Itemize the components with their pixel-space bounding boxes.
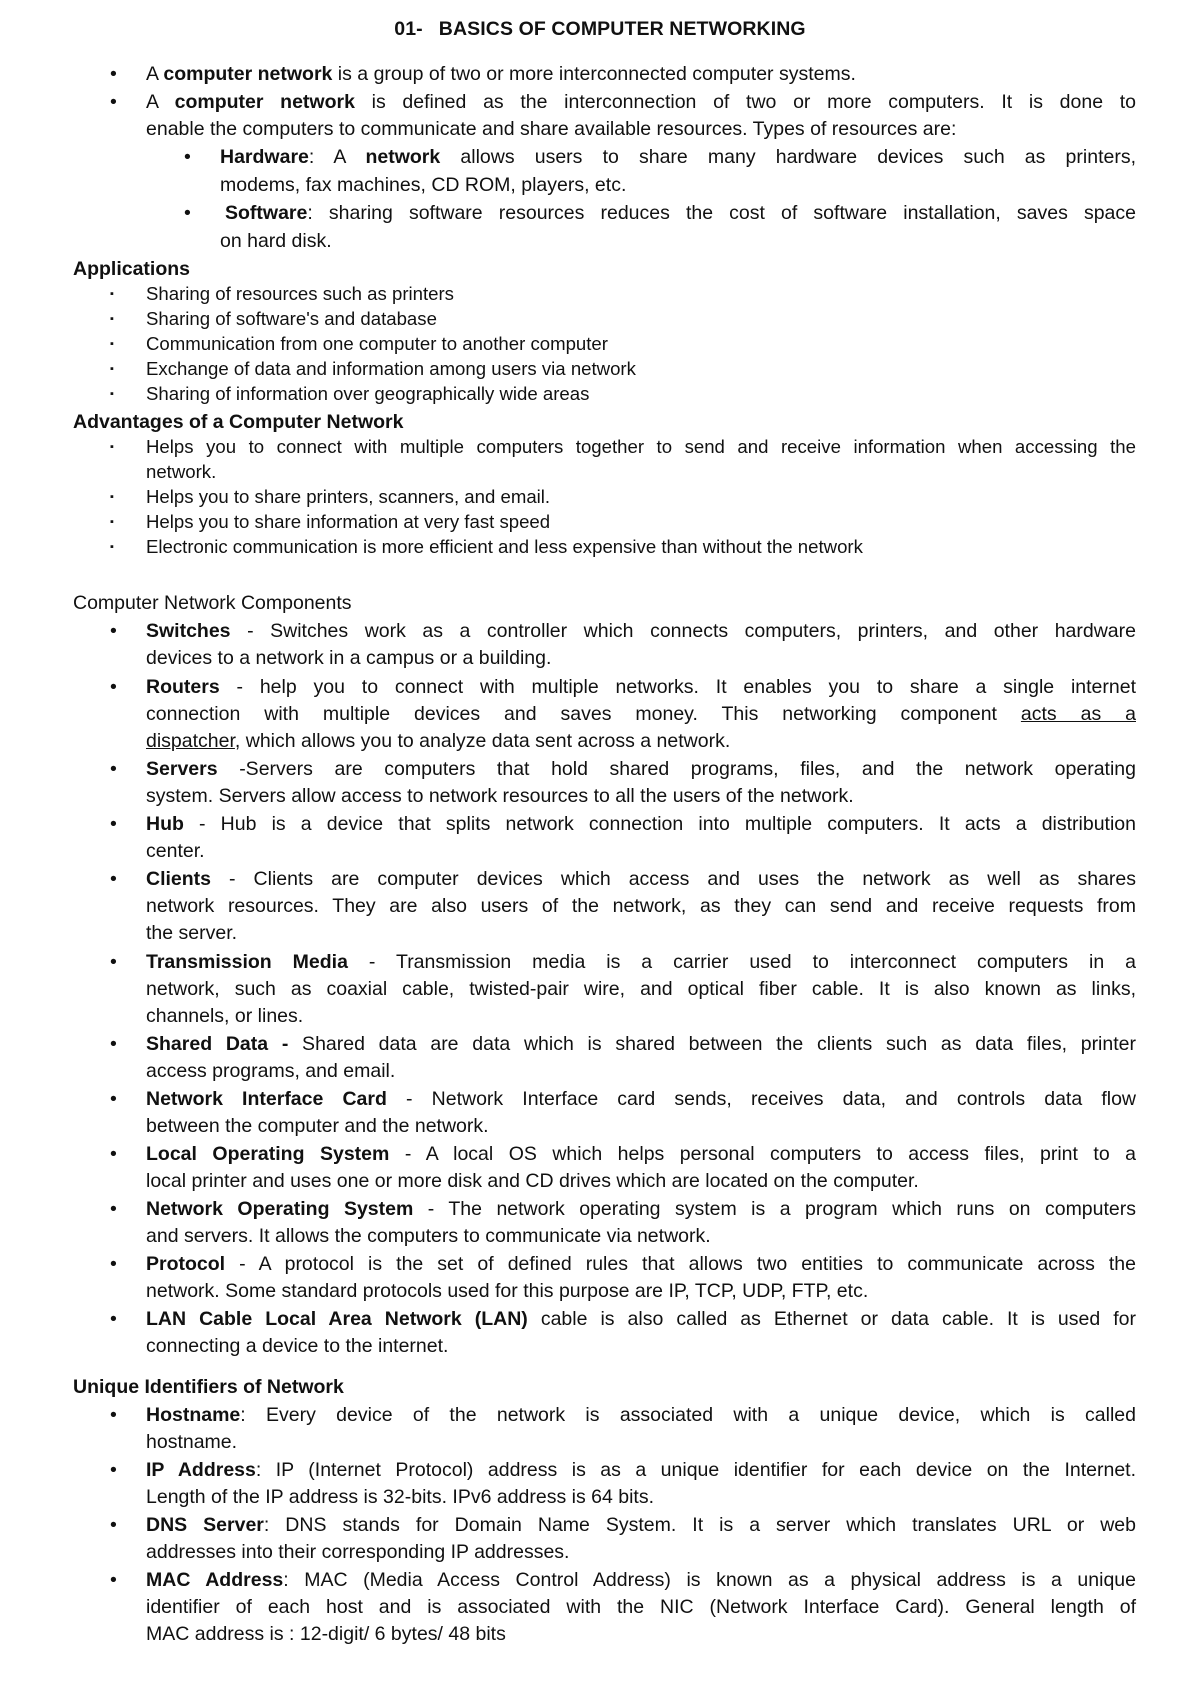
software-line-1: Software: sharing software resources reduces the cost of software installation, saves space xyxy=(225,202,1136,224)
intro-bullet-2-line-2: enable the computers to communicate and share available resources. Types of resources are: xyxy=(146,118,957,140)
bullet-dot: • xyxy=(110,868,117,890)
bullet-dot: • xyxy=(110,1253,117,1275)
local-os-line-1: Local Operating System - A local OS which helps personal computers to access files, print to a xyxy=(146,1143,1136,1165)
protocol-line-2: network. Some standard protocols used for this purpose are IP, TCP, UDP, FTP, etc. xyxy=(146,1280,869,1302)
bullet-dot: • xyxy=(110,1569,117,1591)
title-text: BASICS OF COMPUTER NETWORKING xyxy=(438,18,806,40)
title-number: 01- xyxy=(394,18,423,40)
bullet-dot: • xyxy=(110,620,117,642)
page-title xyxy=(0,18,1200,41)
shared-data-line-1: Shared Data - Shared data are data which is shared between the clients such as data files, printer xyxy=(146,1033,1136,1055)
bullet-square: ▪ xyxy=(110,516,114,528)
bullet-dot: • xyxy=(110,758,117,780)
bullet-square: ▪ xyxy=(110,441,114,453)
hub-line-2: center. xyxy=(146,840,205,862)
identifiers-heading: Unique Identifiers of Network xyxy=(73,1376,344,1398)
media-line-1: Transmission Media - Transmission media is a carrier used to interconnect computers in a xyxy=(146,951,1136,973)
applications-item: Sharing of resources such as printers xyxy=(146,283,454,304)
bullet-square: ▪ xyxy=(110,313,114,325)
ip-address-line-1: IP Address: IP (Internet Protocol) address is as a unique identifier for each device on the Internet. xyxy=(146,1459,1136,1481)
clients-line-1: Clients - Clients are computer devices which access and uses the network as well as shares xyxy=(146,868,1136,890)
media-line-2: network, such as coaxial cable, twisted-pair wire, and optical fiber cable. It is also known as links, xyxy=(146,978,1136,1000)
bullet-dot: • xyxy=(110,676,117,698)
shared-data-line-2: access programs, and email. xyxy=(146,1060,396,1082)
servers-line-1: Servers -Servers are computers that hold shared programs, files, and the network operating xyxy=(146,758,1136,780)
servers-line-2: system. Servers allow access to network resources to all the users of the network. xyxy=(146,785,854,807)
nic-line-2: between the computer and the network. xyxy=(146,1115,489,1137)
media-line-3: channels, or lines. xyxy=(146,1005,304,1027)
dns-server-line-1: DNS Server: DNS stands for Domain Name System. It is a server which translates URL or web xyxy=(146,1514,1136,1536)
applications-heading: Applications xyxy=(73,258,191,280)
hardware-line-2: modems, fax machines, CD ROM, players, etc. xyxy=(220,174,627,196)
lan-line-2: connecting a device to the internet. xyxy=(146,1335,449,1357)
bullet-dot: • xyxy=(110,63,117,85)
bullet-dot: • xyxy=(110,1308,117,1330)
switches-line-1: Switches - Switches work as a controller which connects computers, printers, and other hardware xyxy=(146,620,1136,642)
clients-line-2: network resources. They are also users of the network, as they can send and receive requests from xyxy=(146,895,1136,917)
bullet-dot: • xyxy=(110,91,117,113)
routers-line-3: dispatcher, which allows you to analyze data sent across a network. xyxy=(146,730,731,752)
bullet-dot: • xyxy=(110,1404,117,1426)
applications-item: Exchange of data and information among users via network xyxy=(146,358,636,379)
applications-item: Communication from one computer to another computer xyxy=(146,333,608,354)
bullet-dot: • xyxy=(110,1514,117,1536)
advantages-item-1-line-1: Helps you to connect with multiple computers together to send and receive information when accessing the xyxy=(146,436,1136,457)
bullet-dot: • xyxy=(110,1459,117,1481)
bullet-square: ▪ xyxy=(110,541,114,553)
bullet-square: ▪ xyxy=(110,288,114,300)
intro-bullet-1: A computer network is a group of two or more interconnected computer systems. xyxy=(146,63,856,85)
applications-item: Sharing of software's and database xyxy=(146,308,437,329)
hostname-line-1: Hostname: Every device of the network is associated with a unique device, which is called xyxy=(146,1404,1136,1426)
bullet-dot: • xyxy=(110,1033,117,1055)
advantages-item: Helps you to share printers, scanners, and email. xyxy=(146,486,551,507)
switches-line-2: devices to a network in a campus or a building. xyxy=(146,647,552,669)
mac-address-line-3: MAC address is : 12-digit/ 6 bytes/ 48 bits xyxy=(146,1623,506,1645)
advantages-item: Helps you to share information at very fast speed xyxy=(146,511,551,532)
local-os-line-2: local printer and uses one or more disk and CD drives which are located on the computer. xyxy=(146,1170,919,1192)
advantages-heading: Advantages of a Computer Network xyxy=(73,411,404,433)
bullet-dot: • xyxy=(110,1143,117,1165)
bullet-square: ▪ xyxy=(110,388,114,400)
bullet-dot: • xyxy=(110,1198,117,1220)
routers-line-1: Routers - help you to connect with multiple networks. It enables you to share a single internet xyxy=(146,676,1136,698)
components-heading: Computer Network Components xyxy=(73,592,352,614)
applications-item: Sharing of information over geographically wide areas xyxy=(146,383,590,404)
network-os-line-2: and servers. It allows the computers to communicate via network. xyxy=(146,1225,711,1247)
intro-bullet-2-line-1: A computer network is defined as the interconnection of two or more computers. It is done to xyxy=(146,91,1136,113)
mac-address-line-1: MAC Address: MAC (Media Access Control Address) is known as a physical address is a unique xyxy=(146,1569,1136,1591)
bullet-square: ▪ xyxy=(110,363,114,375)
hostname-line-2: hostname. xyxy=(146,1431,238,1453)
bullet-dot: • xyxy=(110,813,117,835)
network-os-line-1: Network Operating System - The network operating system is a program which runs on computers xyxy=(146,1198,1137,1220)
lan-line-1: LAN Cable Local Area Network (LAN) cable is also called as Ethernet or data cable. It is used for xyxy=(146,1308,1136,1330)
clients-line-3: the server. xyxy=(146,922,238,944)
mac-address-line-2: identifier of each host and is associated with the NIC (Network Interface Card). General length of xyxy=(146,1596,1136,1618)
bullet-dot: • xyxy=(110,1088,117,1110)
advantages-item-1-line-2: network. xyxy=(146,461,217,482)
protocol-line-1: Protocol - A protocol is the set of defined rules that allows two entities to communicate across the xyxy=(146,1253,1136,1275)
nic-line-1: Network Interface Card - Network Interface card sends, receives data, and controls data flow xyxy=(146,1088,1136,1110)
software-line-2: on hard disk. xyxy=(220,230,332,252)
ip-address-line-2: Length of the IP address is 32-bits. IPv6 address is 64 bits. xyxy=(146,1486,655,1508)
hardware-line-1: Hardware: A network allows users to share many hardware devices such as printers, xyxy=(220,146,1137,168)
dns-server-line-2: addresses into their corresponding IP addresses. xyxy=(146,1541,570,1563)
bullet-square: ▪ xyxy=(110,491,114,503)
bullet-dot: • xyxy=(184,146,191,168)
hub-line-1: Hub - Hub is a device that splits network connection into multiple computers. It acts a distribution xyxy=(146,813,1136,835)
bullet-square: ▪ xyxy=(110,338,114,350)
bullet-dot: • xyxy=(184,202,191,224)
bullet-dot: • xyxy=(110,951,117,973)
advantages-item: Electronic communication is more efficient and less expensive than without the network xyxy=(146,536,863,557)
routers-line-2: connection with multiple devices and saves money. This networking component acts as a xyxy=(146,703,1136,725)
